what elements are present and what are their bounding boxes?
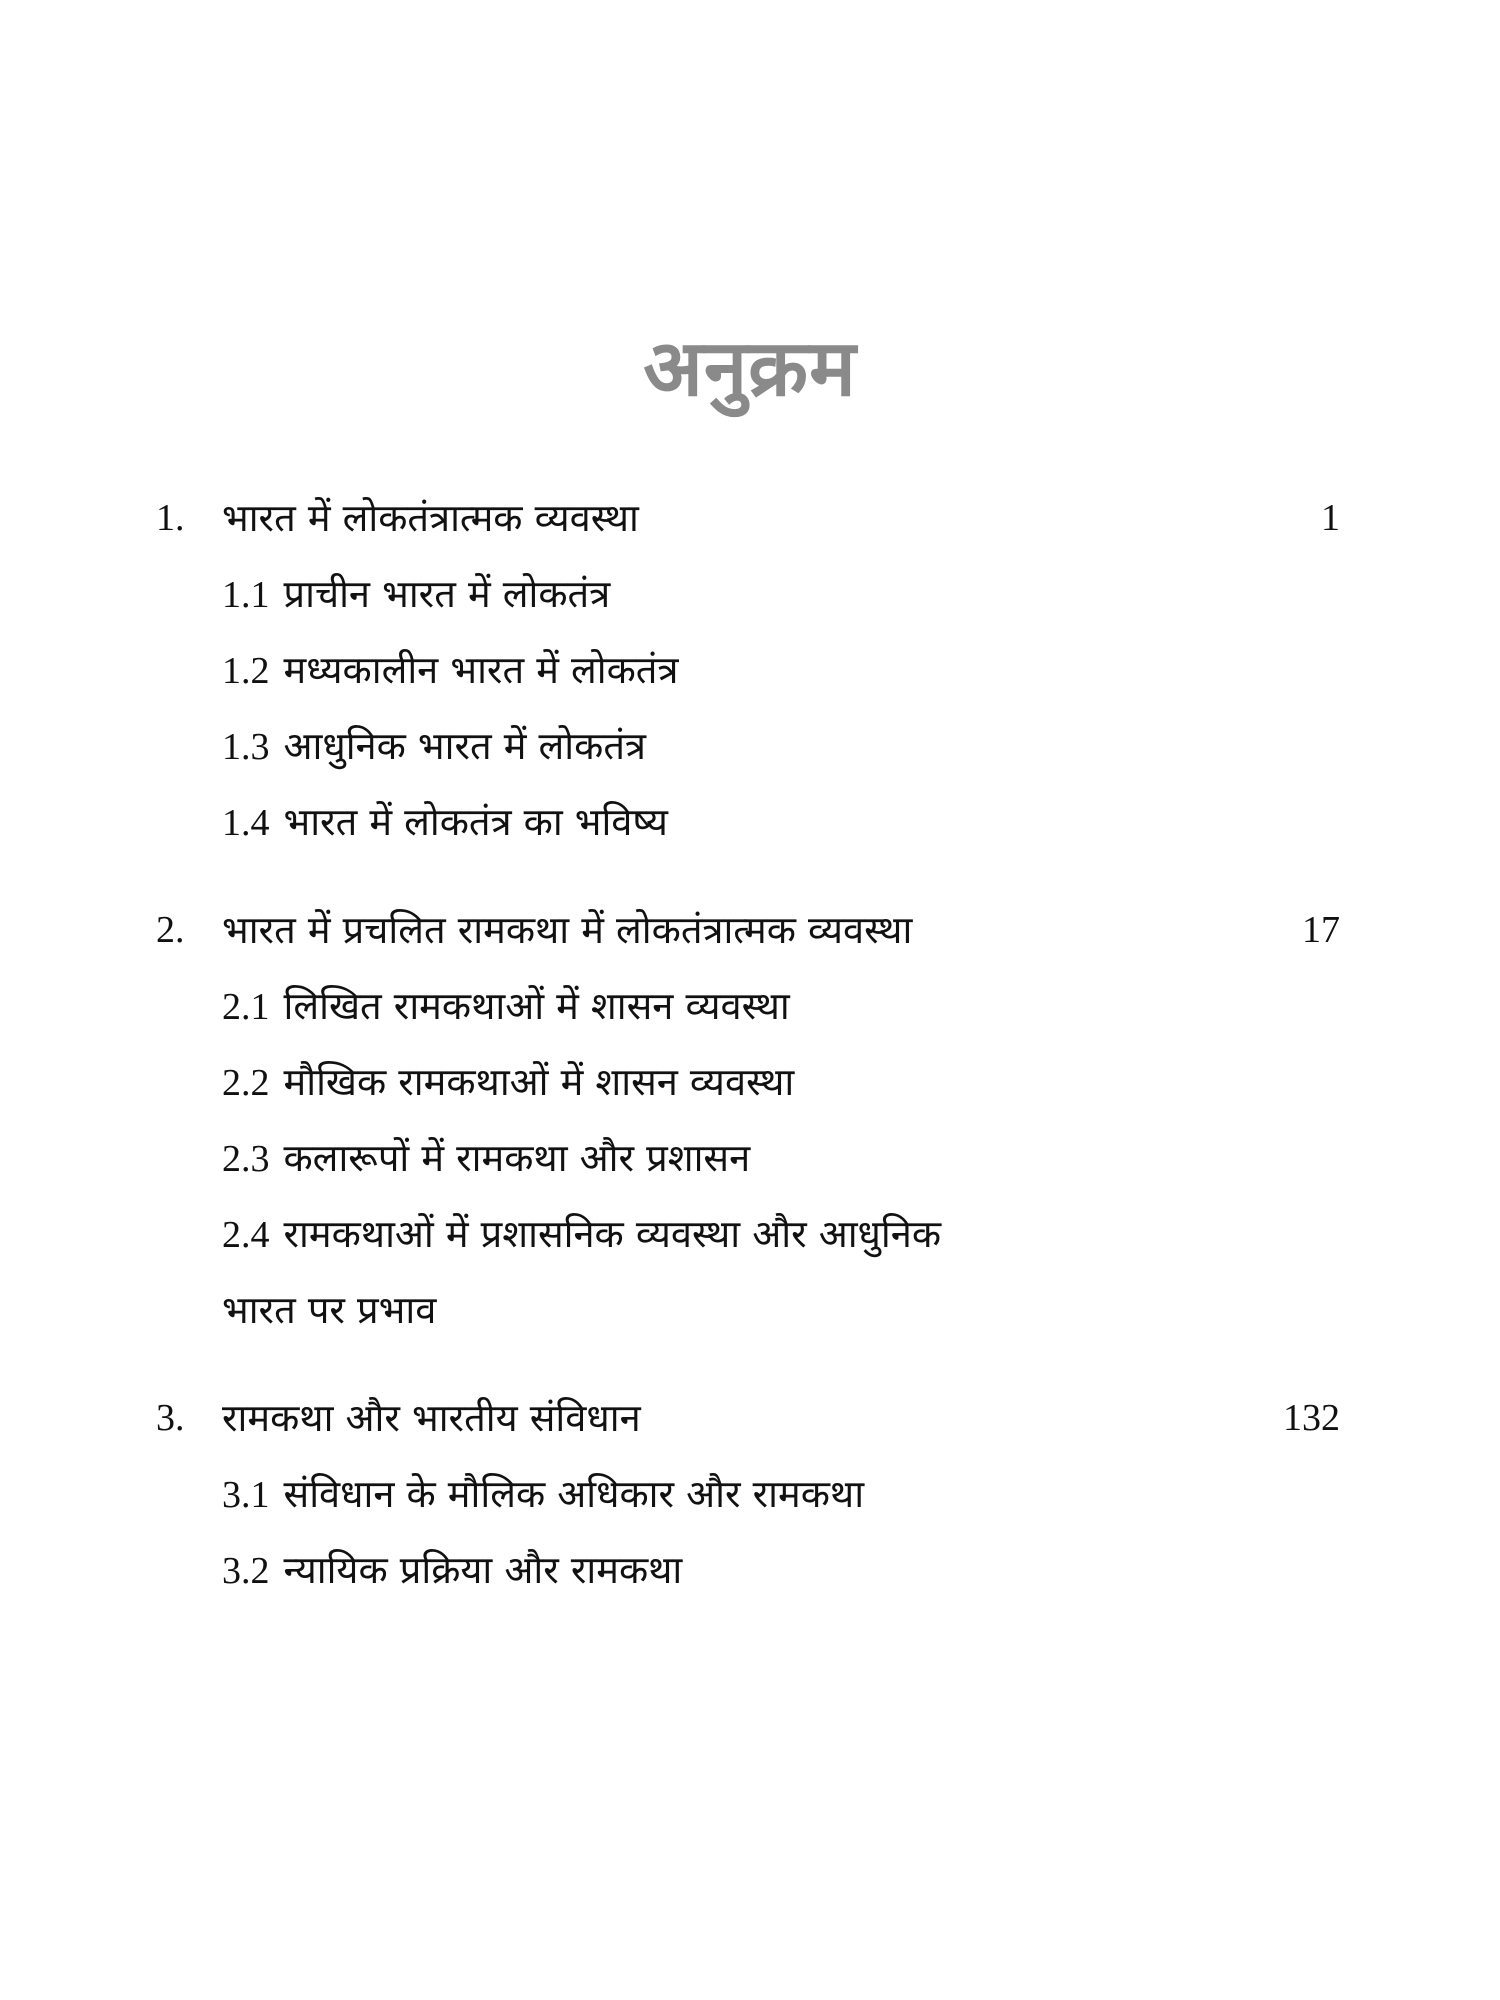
chapter-title: भारत में लोकतंत्रात्मक व्यवस्था: [222, 496, 639, 540]
section-row[interactable]: [0, 1204, 1500, 1264]
section-entry: [222, 1052, 794, 1113]
section-title: मध्यकालीन भारत में लोकतंत्र: [283, 648, 679, 692]
section-row[interactable]: [0, 1540, 1500, 1600]
section-title: भारत में लोकतंत्र का भविष्य: [283, 800, 668, 844]
section-row[interactable]: [0, 1052, 1500, 1112]
section-title: रामकथाओं में प्रशासनिक व्यवस्था और आधुनिक: [283, 1212, 942, 1256]
chapter-row[interactable]: [0, 900, 1500, 960]
section-title: आधुनिक भारत में लोकतंत्र: [283, 724, 646, 768]
section-number: 1.2: [222, 650, 270, 692]
section-row[interactable]: [0, 564, 1500, 624]
section-entry: [222, 792, 668, 853]
section-number: 1.3: [222, 726, 270, 768]
section-number: 3.1: [222, 1474, 270, 1516]
section-continuation-row: [0, 1280, 1500, 1340]
section-row[interactable]: [0, 640, 1500, 700]
section-entry: [222, 640, 678, 701]
chapter-number: 2.: [156, 909, 185, 951]
section-number: 1.4: [222, 802, 270, 844]
section-entry: [222, 976, 790, 1037]
section-title: संविधान के मौलिक अधिकार और रामकथा: [283, 1472, 865, 1516]
page-title: अनुक्रम: [643, 324, 857, 414]
section-title: लिखित रामकथाओं में शासन व्यवस्था: [283, 984, 790, 1028]
section-number: 1.1: [222, 574, 270, 616]
section-row[interactable]: [0, 716, 1500, 776]
chapter-page-number: 132: [1283, 1397, 1340, 1439]
chapter-number: 1.: [156, 497, 185, 539]
chapter-title: भारत में प्रचलित रामकथा में लोकतंत्रात्मक व्यवस्था: [222, 908, 913, 952]
section-row[interactable]: [0, 792, 1500, 852]
section-title: मौखिक रामकथाओं में शासन व्यवस्था: [283, 1060, 795, 1104]
chapter-row[interactable]: [0, 1388, 1500, 1448]
chapter-row[interactable]: [0, 488, 1500, 548]
section-row[interactable]: [0, 1128, 1500, 1188]
chapter-page-number: 1: [1321, 497, 1340, 539]
section-entry: [222, 1464, 864, 1525]
section-number: 3.2: [222, 1550, 270, 1592]
section-number: 2.2: [222, 1062, 270, 1104]
section-entry: [222, 1204, 941, 1265]
section-title: न्यायिक प्रक्रिया और रामकथा: [283, 1548, 683, 1592]
section-number: 2.3: [222, 1138, 270, 1180]
section-row[interactable]: [0, 976, 1500, 1036]
chapter-title: रामकथा और भारतीय संविधान: [222, 1396, 641, 1440]
section-entry: [222, 564, 610, 625]
section-title-continuation: भारत पर प्रभाव: [222, 1288, 437, 1332]
chapter-page-number: 17: [1302, 909, 1340, 951]
section-number: 2.4: [222, 1214, 270, 1256]
section-number: 2.1: [222, 986, 270, 1028]
section-entry: [222, 716, 646, 777]
section-entry: [222, 1128, 750, 1189]
section-row[interactable]: [0, 1464, 1500, 1524]
section-title: प्राचीन भारत में लोकतंत्र: [283, 572, 611, 616]
section-title: कलारूपों में रामकथा और प्रशासन: [283, 1136, 751, 1180]
section-entry: [222, 1540, 682, 1601]
chapter-number: 3.: [156, 1397, 185, 1439]
